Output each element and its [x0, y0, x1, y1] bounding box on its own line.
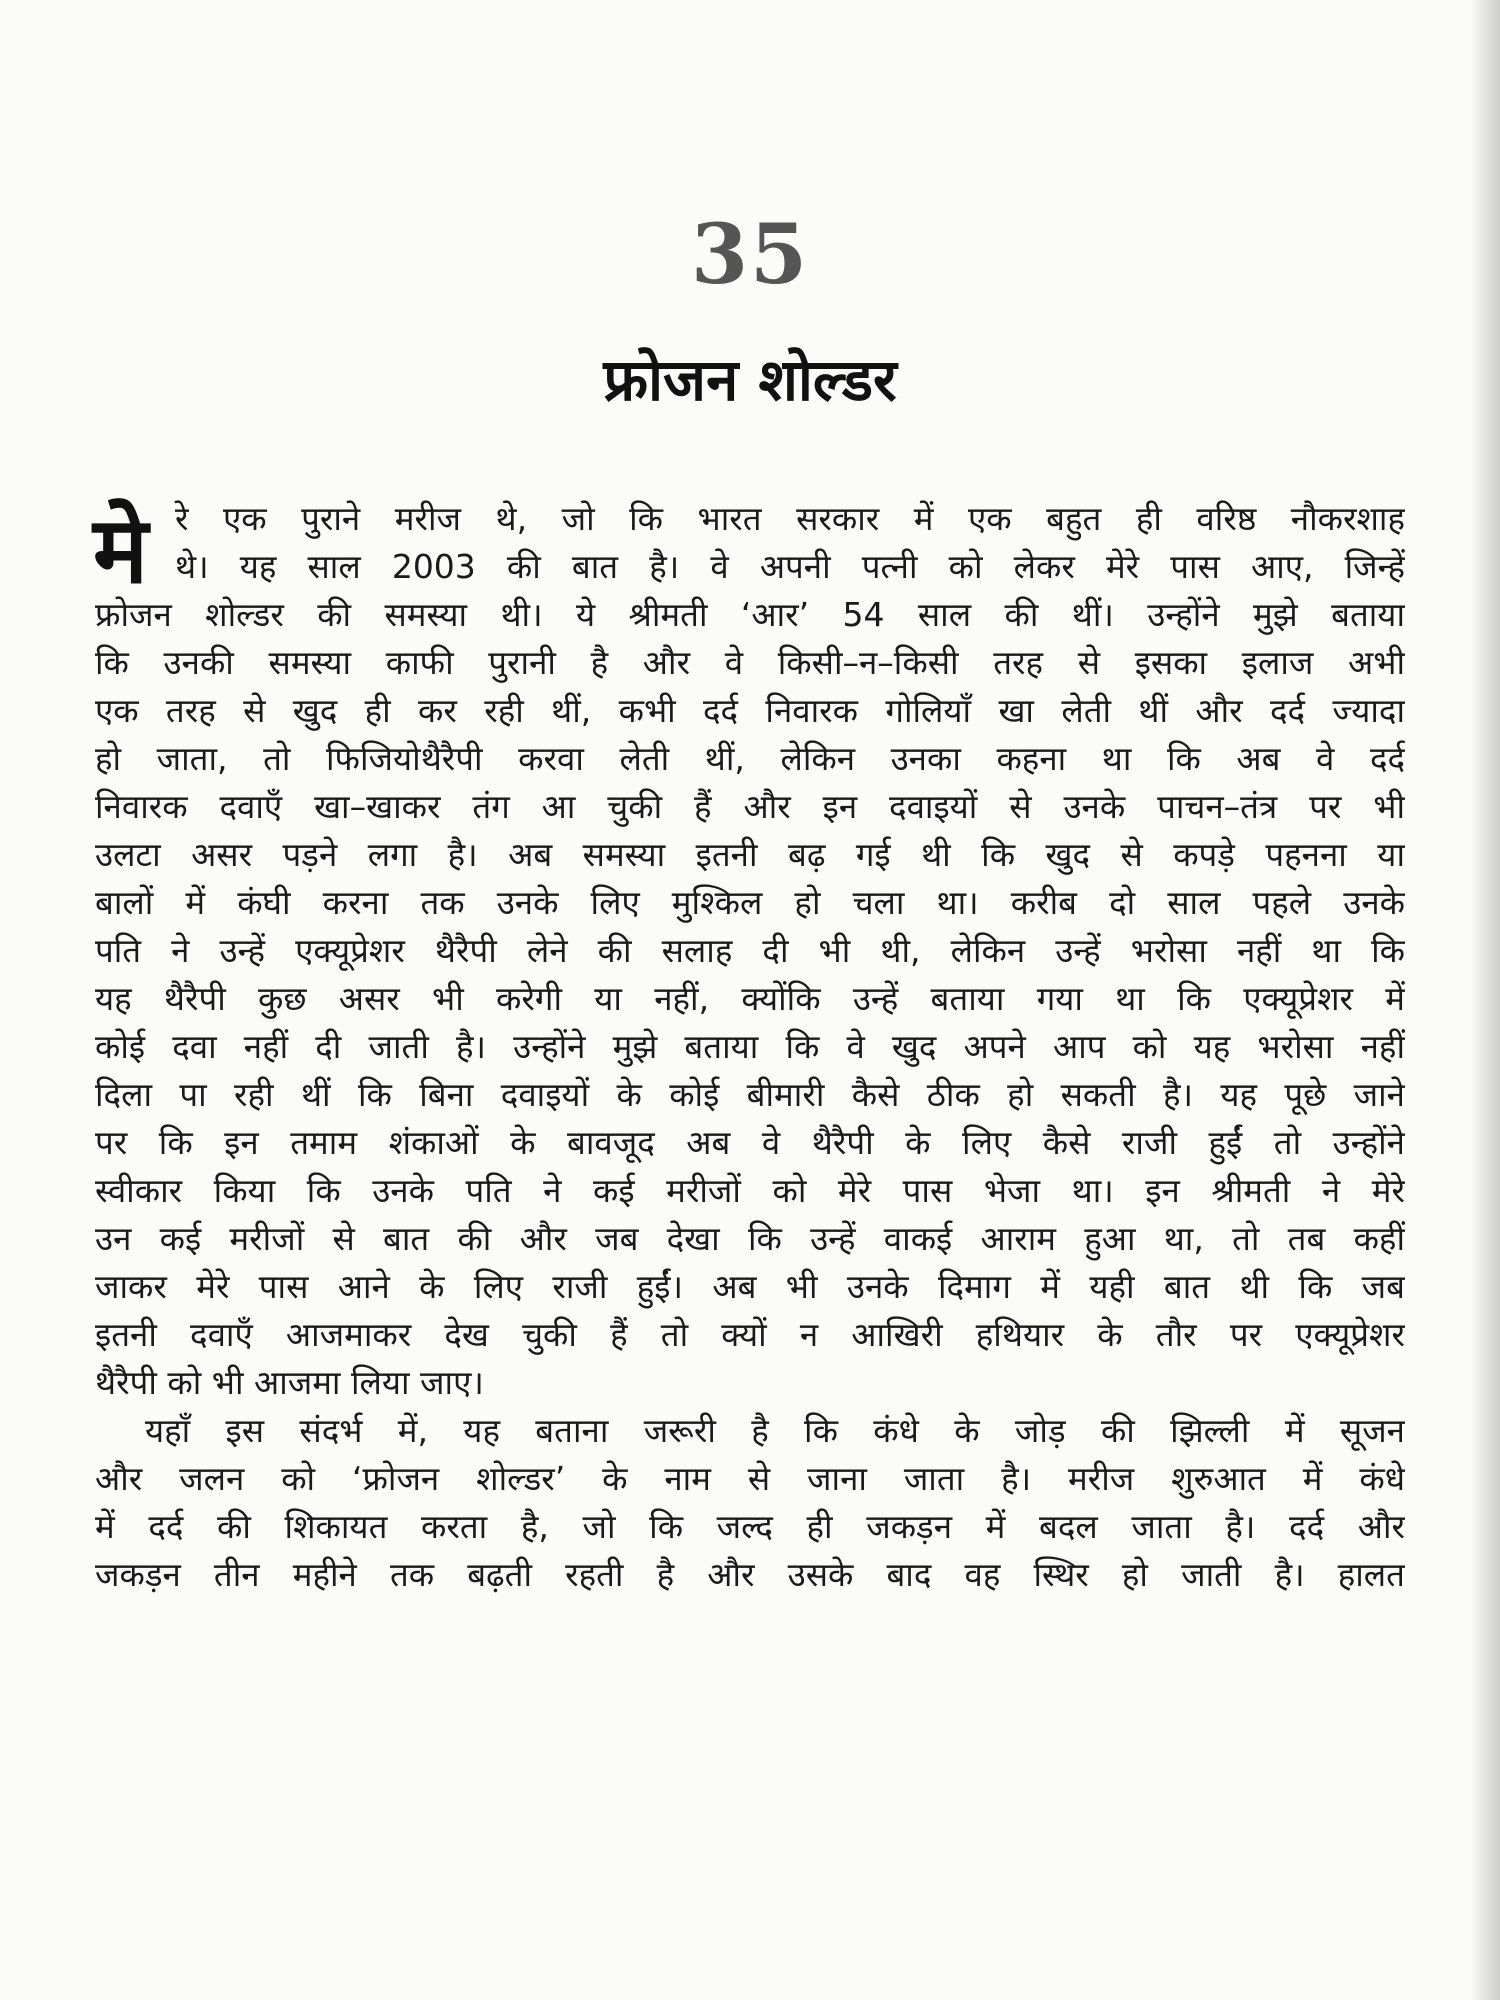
- text-line: इतनी दवाएँ आजमाकर देख चुकी हैं तो क्यों न आखिरी हथियार के तौर पर एक्यूप्रेशर: [95, 1315, 1405, 1354]
- body-text: [95, 495, 1405, 1599]
- text-line: निवारक दवाएँ खा–खाकर तंग आ चुकी हैं और इन दवाइयों से उनके पाचन–तंत्र पर भी: [95, 787, 1405, 826]
- drop-cap: मे: [93, 497, 149, 604]
- text-line: स्वीकार किया कि उनके पति ने कई मरीजों को मेरे पास भेजा था। इन श्रीमती ने मेरे: [95, 1171, 1405, 1210]
- text-line: जाकर मेरे पास आने के लिए राजी हुईं। अब भी उनके दिमाग में यही बात थी कि जब: [95, 1267, 1405, 1306]
- text-line: और जलन को ‘फ्रोजन शोल्डर’ के नाम से जाना जाता है। मरीज शुरुआत में कंधे: [95, 1459, 1405, 1498]
- text-line: फ्रोजन शोल्डर की समस्या थी। ये श्रीमती ‘आर’ 54 साल की थीं। उन्होंने मुझे बताया: [95, 595, 1405, 634]
- text-line: जकड़न तीन महीने तक बढ़ती रहती है और उसके बाद वह स्थिर हो जाती है। हालत: [95, 1555, 1405, 1594]
- text-line: कोई दवा नहीं दी जाती है। उन्होंने मुझे बताया कि वे खुद अपने आप को यह भरोसा नहीं: [95, 1027, 1405, 1066]
- text-line: यहाँ इस संदर्भ में, यह बताना जरूरी है कि कंधे के जोड़ की झिल्ली में सूजन: [145, 1411, 1405, 1450]
- paragraph-2: [95, 1407, 1405, 1599]
- text-line: उन कई मरीजों से बात की और जब देखा कि उन्हें वाकई आराम हुआ था, तो तब कहीं: [95, 1219, 1405, 1258]
- text-line: एक तरह से खुद ही कर रही थीं, कभी दर्द निवारक गोलियाँ खा लेती थीं और दर्द ज्यादा: [95, 691, 1405, 730]
- paragraph-1: [95, 495, 1405, 1407]
- text-line: दिला पा रही थीं कि बिना दवाइयों के कोई बीमारी कैसे ठीक हो सकती है। यह पूछे जाने: [95, 1075, 1405, 1114]
- chapter-number: 35: [690, 207, 810, 303]
- text-line: में दर्द की शिकायत करता है, जो कि जल्द ही जकड़न में बदल जाता है। दर्द और: [95, 1507, 1405, 1546]
- text-line: थैरैपी को भी आजमा लिया जाए।: [95, 1363, 484, 1402]
- chapter-title: फ्रोजन शोल्डर: [603, 346, 897, 414]
- text-line: पर कि इन तमाम शंकाओं के बावजूद अब वे थैरैपी के लिए कैसे राजी हुईं तो उन्होंने: [95, 1123, 1405, 1162]
- text-line: रे एक पुराने मरीज थे, जो कि भारत सरकार में एक बहुत ही वरिष्ठ नौकरशाह: [175, 499, 1405, 538]
- text-line: उलटा असर पड़ने लगा है। अब समस्या इतनी बढ़ गई थी कि खुद से कपड़े पहनना या: [95, 835, 1405, 874]
- text-line: पति ने उन्हें एक्यूप्रेशर थैरैपी लेने की सलाह दी भी थी, लेकिन उन्हें भरोसा नहीं था कि: [95, 931, 1405, 970]
- text-line: हो जाता, तो फिजियोथैरैपी करवा लेती थीं, लेकिन उनका कहना था कि अब वे दर्द: [95, 739, 1405, 778]
- text-line: बालों में कंघी करना तक उनके लिए मुश्किल हो चला था। करीब दो साल पहले उनके: [95, 883, 1405, 922]
- text-line: कि उनकी समस्या काफी पुरानी है और वे किसी–न–किसी तरह से इसका इलाज अभी: [95, 643, 1405, 682]
- text-line: थे। यह साल 2003 की बात है। वे अपनी पत्नी को लेकर मेरे पास आए, जिन्हें: [175, 547, 1405, 586]
- text-line: यह थैरैपी कुछ असर भी करेगी या नहीं, क्योंकि उन्हें बताया गया था कि एक्यूप्रेशर में: [95, 979, 1405, 1018]
